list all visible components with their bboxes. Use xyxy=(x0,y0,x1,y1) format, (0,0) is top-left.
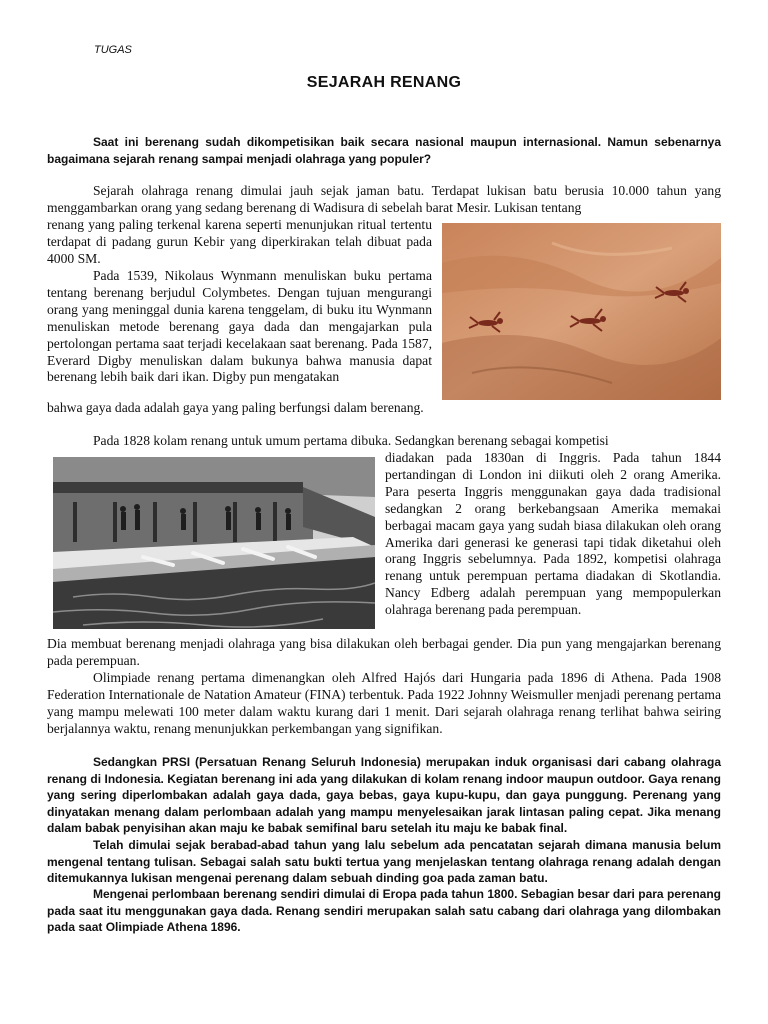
paragraph-prsi: Sedangkan PRSI (Persatuan Renang Seluruh Indonesia) merupakan induk organisasi dari cabang olahraga renang di Indonesia. Kegiatan berenang ini ada yang dilakukan di kolam renang indoor maupun outdoor. Gaya renang yang sering diperlombakan adalah gaya dada, gaya bebas, gaya kupu-kupu, dan gaya punggung. Perenang yang dinyatakan menang dalam perlombaan adalah yang mampu menyelesaikan jarak lintasan paling cepat. Jika menang dalam babak penyisihan akan maju ke babak semifinal baru setelah itu maju ke babak final. xyxy=(47,755,721,836)
paragraph-wynmann-end: bahwa gaya dada adalah gaya yang paling berfungsi dalam berenang. xyxy=(47,400,424,415)
paragraph-europe-1800: Mengenai perlombaan berenang sendiri dimulai di Eropa pada tahun 1800. Sebagian besar dari para perenang pada saat itu menggunakan gaya dada. Renang sendiri merupakan salah satu cabang dari olahraga yang dilombakan pada saat Olimpiade Athena 1896. xyxy=(47,887,721,935)
cave-painting-image xyxy=(442,223,721,400)
paragraph-stone-age: Sejarah olahraga renang dimulai jauh sejak jaman batu. Terdapat lukisan batu berusia 10.000 tahun yang menggambarkan orang yang sedang berenang di Wadisura di sebelah barat Mesir. Lukisan tentang xyxy=(47,183,721,215)
intro-paragraph: Saat ini berenang sudah dikompetisikan baik secara nasional maupun internasional. Namun sebenarnya bagaimana sejarah renang sampai menjadi olahraga yang populer? xyxy=(47,135,721,166)
paragraph-olympics: Olimpiade renang pertama dimenangkan oleh Alfred Hajós dari Hungaria pada 1896 di Athena. Pada 1908 Federation Internationale de Natation Amateur (FINA) terbentuk. Pada 1922 Johnny Weismuller menjadi perenang pertama yang mampu melewati 100 meter dalam waktu kurang dari 1 menit. Dari sejarah olahraga renang terlihat bahwa seiring berjalannya waktu, renang menunjukkan perkembangan yang signifikan. xyxy=(47,670,721,736)
paragraph-wynmann: Pada 1539, Nikolaus Wynmann menuliskan buku pertama tentang berenang berjudul Colymbetes. Dengan tujuan mengurangi orang yang meninggal dunia karena tenggelam, di buku itu Wynmann menuliskan metode berenang gaya dada dan mengajarkan pula pertolongan pertama saat terjadi kecelakaan saat berenang. Pada 1587, Everard Digby menuliskan dalam bukunya bahwa manusia dapat berenang lebih baik dari ikan. Digby pun mengatakan xyxy=(47,268,432,385)
paragraph-1828-first-line: Pada 1828 kolam renang untuk umum pertama dibuka. Sedangkan berenang sebagai kompetisi xyxy=(93,433,609,448)
document-tag: TUGAS xyxy=(94,44,132,56)
page-title: SEJARAH RENANG xyxy=(306,74,462,91)
paragraph-cave-evidence: Telah dimulai sejak berabad-abad tahun yang lalu sebelum ada pencatatan sejarah dimana manusia belum mengenal tentang tulisan. Sebagai salah satu bukti tertua yang menjelaskan tentang olahraga renang adalah dengan ditemukannya lukisan mengenai perenang dalam sebuah dinding goa pada zaman batu. xyxy=(47,838,721,886)
historic-swimming-race-photo xyxy=(53,457,375,629)
paragraph-1828-wrap: diadakan pada 1830an di Inggris. Pada tahun 1844 pertandingan di London ini diikuti oleh 2 orang Amerika. Para peserta Inggris menggunakan gaya dada tradisional sedangkan 2 orang berkebangsaan Amerika memakai berbagai macam gaya yang sudah biasa dilakukan oleh orang Amerika dari generasi ke generasi tapi tidak diketahui oleh orang Inggris sebelumnya. Pada 1892, kompetisi olahraga renang untuk perempuan pertama diadakan di Skotlandia. Nancy Edberg adalah perempuan yang mempopulerkan olahraga berenang pada perempuan. xyxy=(385,450,721,618)
paragraph-stone-age-continued: renang yang paling terkenal karena seperti menunjukan ritual tertentu terdapat di padang gurun Kebir yang diperkirakan telah dibuat pada 4000 SM. xyxy=(47,217,432,266)
paragraph-1828-end: Dia membuat berenang menjadi olahraga yang bisa dilakukan oleh berbagai gender. Dia pun yang mengajarkan berenang pada perempuan. xyxy=(47,636,721,668)
